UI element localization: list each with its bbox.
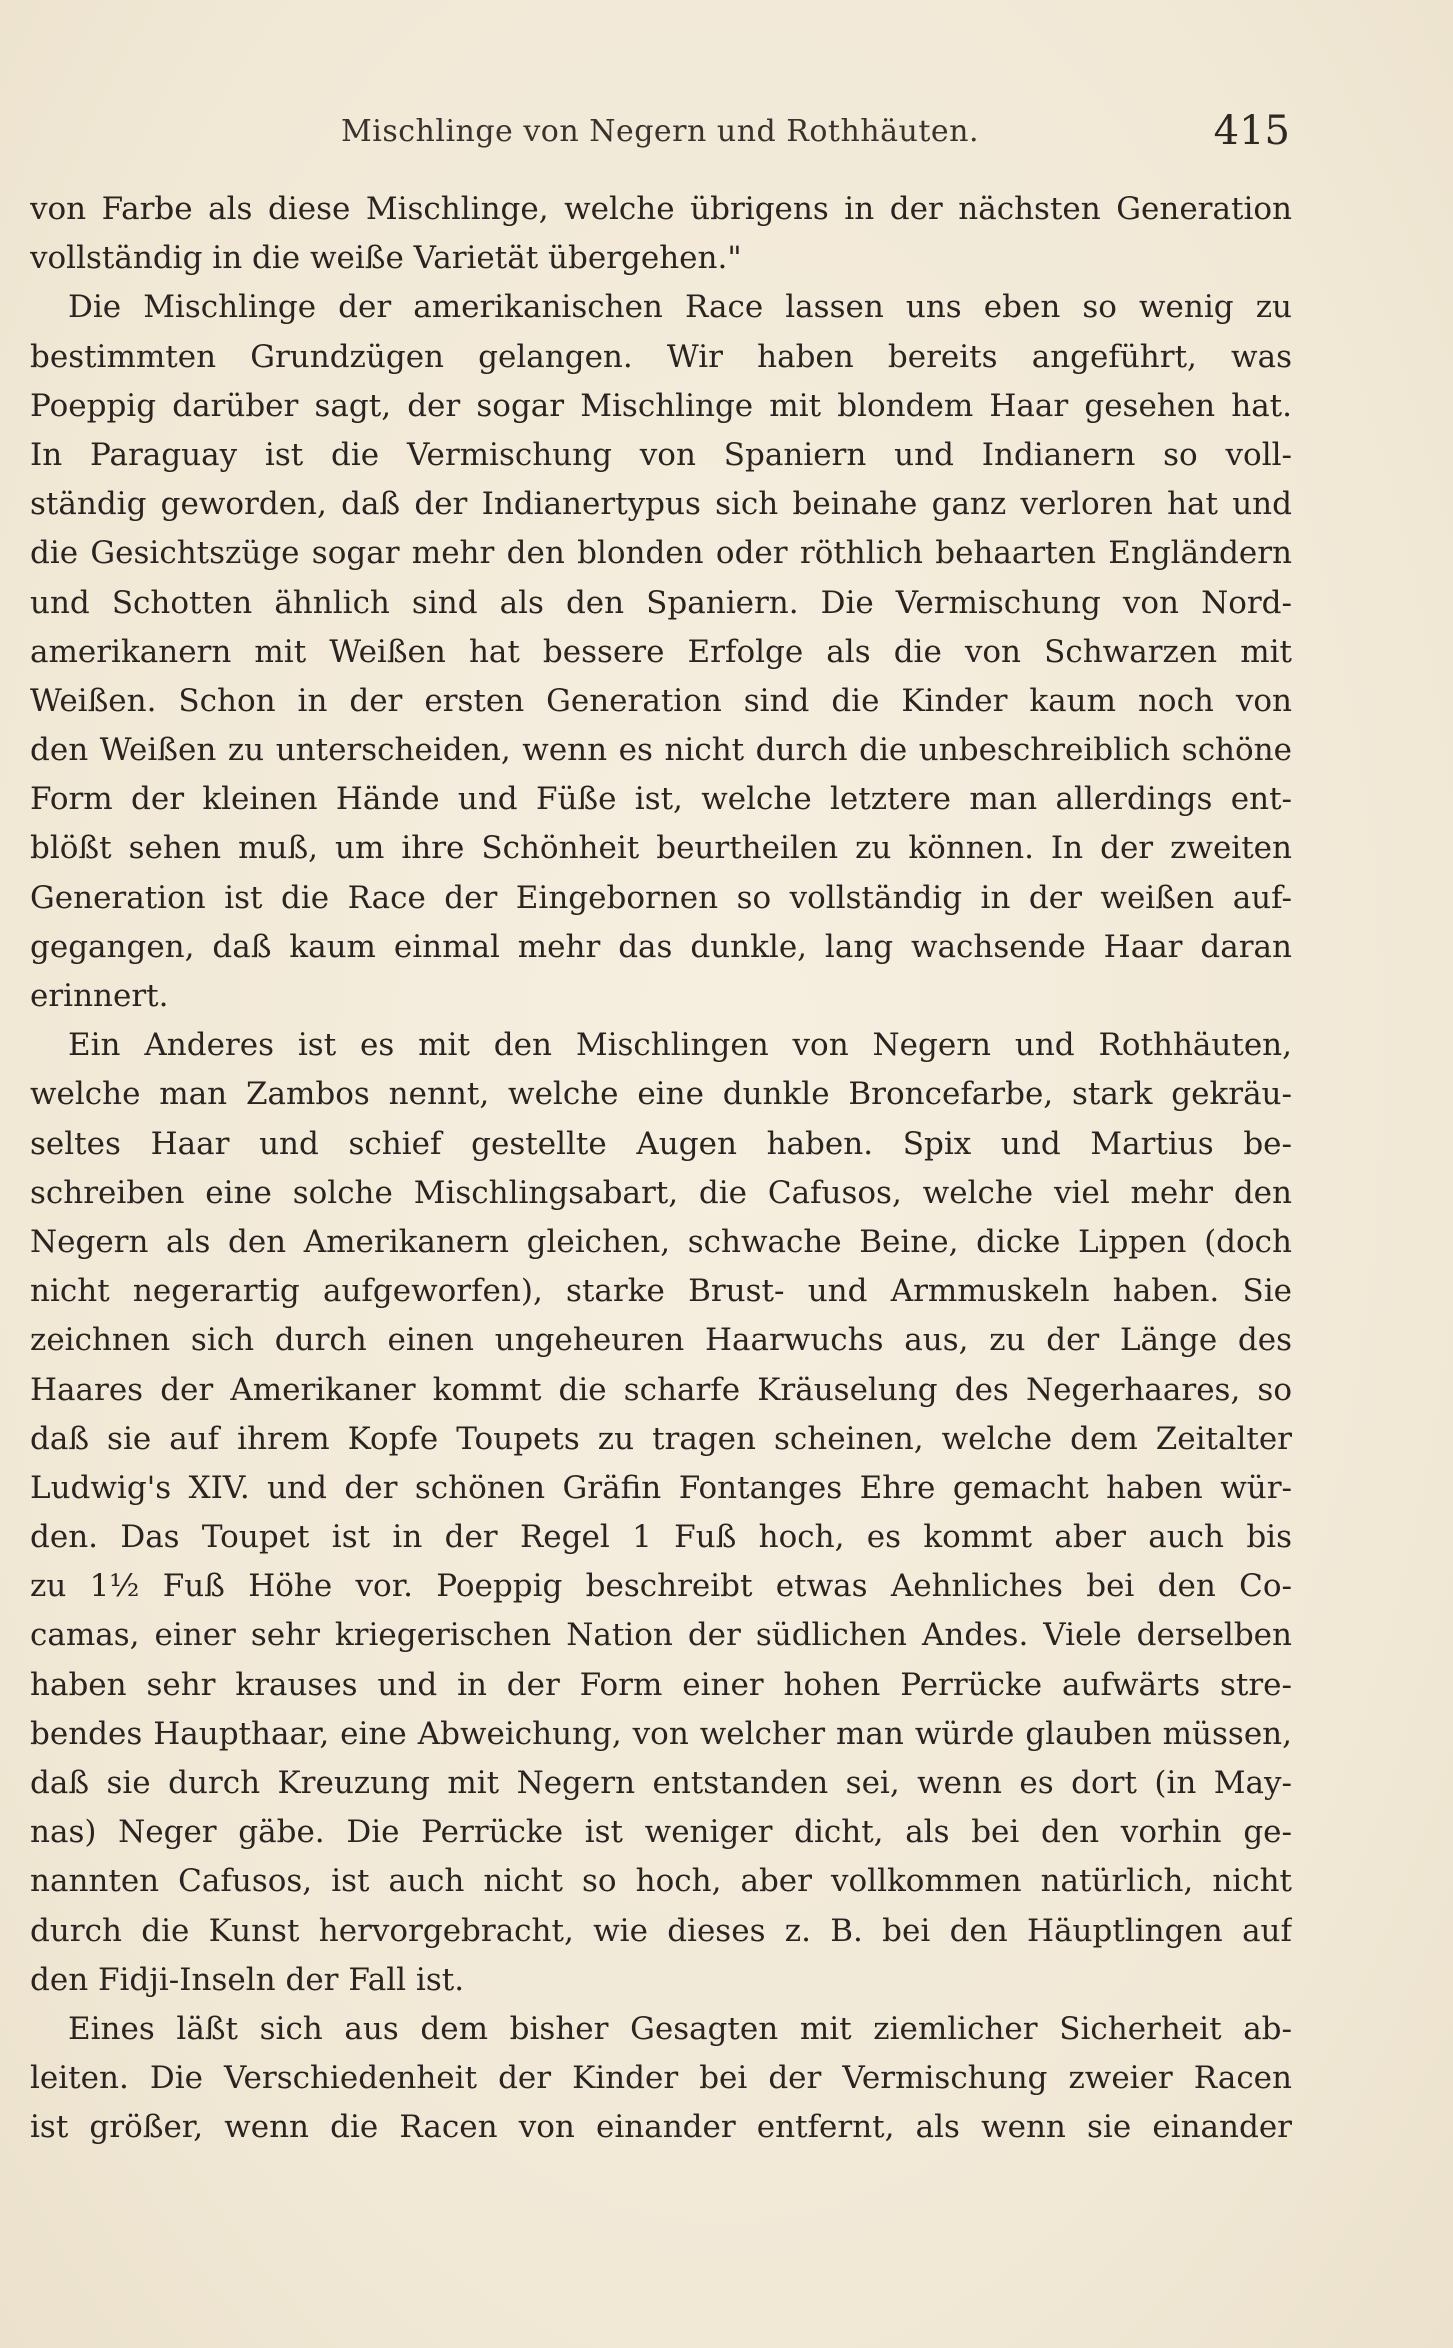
text-line: Generation ist die Race der Eingebornen so vollständig in der weißen auf- xyxy=(30,879,1292,916)
text-line: nannten Cafusos, ist auch nicht so hoch, aber vollkommen natürlich, nicht xyxy=(30,1863,1292,1900)
text-line: leiten. Die Verschiedenheit der Kinder bei der Vermischung zweier Racen xyxy=(30,2060,1292,2097)
text-line: amerikanern mit Weißen hat bessere Erfolge als die von Schwarzen mit xyxy=(30,633,1292,670)
text-line: Weißen. Schon in der ersten Generation sind die Kinder kaum noch von xyxy=(30,682,1292,719)
text-line: Eines läßt sich aus dem bisher Gesagten mit ziemlicher Sicherheit ab- xyxy=(68,2010,1292,2047)
running-title: Mischlinge von Negern und Rothhäuten. xyxy=(341,114,979,149)
text-line: bendes Haupthaar, eine Abweichung, von welcher man würde glauben müssen, xyxy=(30,1715,1292,1752)
text-line: erinnert. xyxy=(30,978,169,1014)
body-text xyxy=(30,185,1292,2153)
text-line: nicht negerartig aufgeworfen), starke Brust- und Armmuskeln haben. Sie xyxy=(30,1273,1292,1310)
text-line: bestimmten Grundzügen gelangen. Wir haben bereits angeführt, was xyxy=(30,338,1292,375)
text-line: von Farbe als diese Mischlinge, welche übrigens in der nächsten Generation xyxy=(30,191,1292,227)
text-line: zu 1½ Fuß Höhe vor. Poeppig beschreibt etwas Aehnliches bei den Co- xyxy=(30,1568,1292,1605)
page-number: 415 xyxy=(1213,108,1290,154)
text-line: den Weißen zu unterscheiden, wenn es nicht durch die unbeschreiblich schöne xyxy=(30,732,1292,769)
running-head xyxy=(30,108,1290,158)
text-line: camas, einer sehr kriegerischen Nation der südlichen Andes. Viele derselben xyxy=(30,1617,1292,1654)
text-line: Ein Anderes ist es mit den Mischlingen von Negern und Rothhäuten, xyxy=(68,1027,1292,1064)
text-line: daß sie auf ihrem Kopfe Toupets zu tragen scheinen, welche dem Zeitalter xyxy=(30,1420,1292,1457)
text-line: Haares der Amerikaner kommt die scharfe Kräuselung des Negerhaares, so xyxy=(30,1371,1292,1408)
text-line: Form der kleinen Hände und Füße ist, welche letztere man allerdings ent- xyxy=(30,781,1292,818)
text-line: Negern als den Amerikanern gleichen, schwache Beine, dicke Lippen (doch xyxy=(30,1223,1292,1260)
text-line: vollständig in die weiße Varietät übergehen." xyxy=(30,240,742,277)
text-line: Poeppig darüber sagt, der sogar Mischlinge mit blondem Haar gesehen hat. xyxy=(30,387,1292,424)
text-line: Die Mischlinge der amerikanischen Race lassen uns eben so wenig zu xyxy=(68,289,1292,326)
text-line: den. Das Toupet ist in der Regel 1 Fuß hoch, es kommt aber auch bis xyxy=(30,1519,1292,1556)
text-line: blößt sehen muß, um ihre Schönheit beurtheilen zu können. In der zweiten xyxy=(30,830,1292,867)
text-line: seltes Haar und schief gestellte Augen haben. Spix und Martius be- xyxy=(30,1125,1292,1162)
text-line: ist größer, wenn die Racen von einander entfernt, als wenn sie einander xyxy=(30,2109,1292,2146)
text-line: Ludwig's XIV. und der schönen Gräfin Fontanges Ehre gemacht haben wür- xyxy=(30,1469,1292,1506)
text-line: zeichnen sich durch einen ungeheuren Haarwuchs aus, zu der Länge des xyxy=(30,1322,1292,1359)
text-line: In Paraguay ist die Vermischung von Spaniern und Indianern so voll- xyxy=(30,436,1292,473)
text-line: ständig geworden, daß der Indianertypus sich beinahe ganz verloren hat und xyxy=(30,486,1292,523)
text-line: durch die Kunst hervorgebracht, wie dieses z. B. bei den Häuptlingen auf xyxy=(30,1912,1292,1949)
text-line: daß sie durch Kreuzung mit Negern entstanden sei, wenn es dort (in May- xyxy=(30,1765,1292,1801)
text-line: schreiben eine solche Mischlingsabart, die Cafusos, welche viel mehr den xyxy=(30,1174,1292,1211)
text-line: haben sehr krauses und in der Form einer hohen Perrücke aufwärts stre- xyxy=(30,1666,1292,1703)
text-line: gegangen, daß kaum einmal mehr das dunkle, lang wachsende Haar daran xyxy=(30,928,1292,965)
text-line: nas) Neger gäbe. Die Perrücke ist weniger dicht, als bei den vorhin ge- xyxy=(30,1814,1292,1851)
text-line: den Fidji-Inseln der Fall ist. xyxy=(30,1961,465,1998)
text-line: die Gesichtszüge sogar mehr den blonden oder röthlich behaarten Engländern xyxy=(30,535,1292,572)
text-line: welche man Zambos nennt, welche eine dunkle Broncefarbe, stark gekräu- xyxy=(30,1076,1292,1113)
text-line: und Schotten ähnlich sind als den Spaniern. Die Vermischung von Nord- xyxy=(30,584,1292,621)
